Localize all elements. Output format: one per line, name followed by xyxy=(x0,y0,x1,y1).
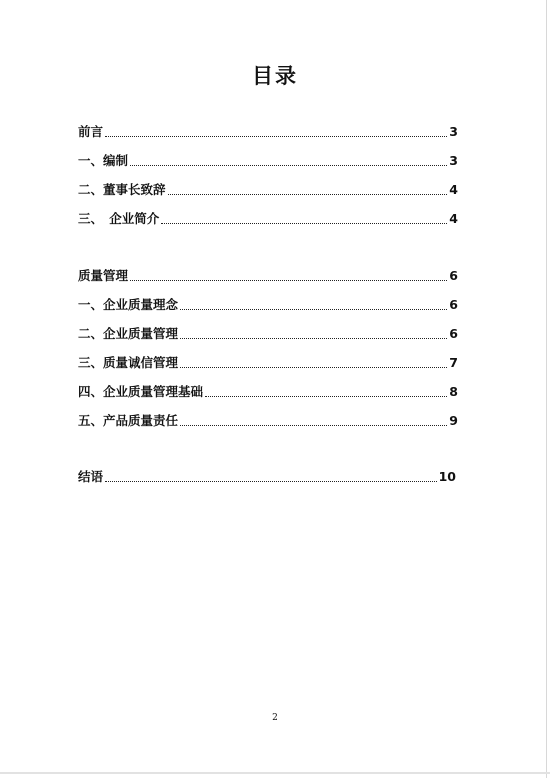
toc-entry-company-profile[interactable] xyxy=(78,209,458,227)
toc-entry-page: 6 xyxy=(449,326,458,341)
toc-leader-dots xyxy=(168,193,448,195)
toc-entry-page: 6 xyxy=(449,297,458,312)
toc-leader-dots xyxy=(130,164,447,166)
toc-entry-conclusion[interactable] xyxy=(78,467,456,485)
toc-entry-quality-integrity[interactable] xyxy=(78,353,458,371)
toc-entry-enterprise-quality-management[interactable] xyxy=(78,324,458,342)
toc-entry-page: 7 xyxy=(449,355,458,370)
toc-entry-preface[interactable] xyxy=(78,122,458,140)
toc-entry-page: 3 xyxy=(449,124,458,139)
toc-entry-product-quality-responsibility[interactable] xyxy=(78,411,458,429)
toc-entry-page: 8 xyxy=(449,384,458,399)
toc-leader-dots xyxy=(161,222,447,224)
toc-title: 目录 xyxy=(252,64,298,88)
scan-edge-bottom xyxy=(0,772,550,774)
toc-entry-label: 四、企业质量管理基础 xyxy=(78,384,204,399)
scan-edge-right xyxy=(546,0,547,778)
toc-leader-dots xyxy=(180,424,447,426)
toc-entry-label: 二、董事长致辞 xyxy=(78,182,166,197)
toc-entry-page: 3 xyxy=(449,153,458,168)
toc-entry-compilation[interactable] xyxy=(78,151,458,169)
toc-entry-quality-management[interactable] xyxy=(78,266,458,284)
toc-entry-page: 4 xyxy=(449,182,458,197)
toc-leader-dots xyxy=(180,337,447,339)
toc-entry-page: 10 xyxy=(438,469,456,484)
toc-leader-dots xyxy=(130,279,447,281)
toc-entry-label: 质量管理 xyxy=(78,268,129,283)
toc-entry-page: 9 xyxy=(449,413,458,428)
toc-entry-label: 二、企业质量管理 xyxy=(78,326,179,341)
toc-entry-label: 前言 xyxy=(78,124,104,139)
toc-entry-quality-philosophy[interactable] xyxy=(78,295,458,313)
page-number: 2 xyxy=(272,713,278,723)
toc-entry-label: 三、 企业简介 xyxy=(78,211,160,226)
toc-entry-label: 五、产品质量责任 xyxy=(78,413,179,428)
toc-entry-page: 4 xyxy=(449,211,458,226)
toc-leader-dots xyxy=(180,308,447,310)
toc-entry-quality-foundation[interactable] xyxy=(78,382,458,400)
toc-leader-dots xyxy=(105,480,437,482)
toc-leader-dots xyxy=(180,366,447,368)
toc-leader-dots xyxy=(205,395,447,397)
toc-entry-label: 三、质量诚信管理 xyxy=(78,355,179,370)
toc-entry-page: 6 xyxy=(449,268,458,283)
toc-entry-label: 一、企业质量理念 xyxy=(78,297,179,312)
toc-entry-label: 结语 xyxy=(78,469,104,484)
toc-entry-chairman-address[interactable] xyxy=(78,180,458,198)
toc-leader-dots xyxy=(105,135,447,137)
toc-entry-label: 一、编制 xyxy=(78,153,129,168)
